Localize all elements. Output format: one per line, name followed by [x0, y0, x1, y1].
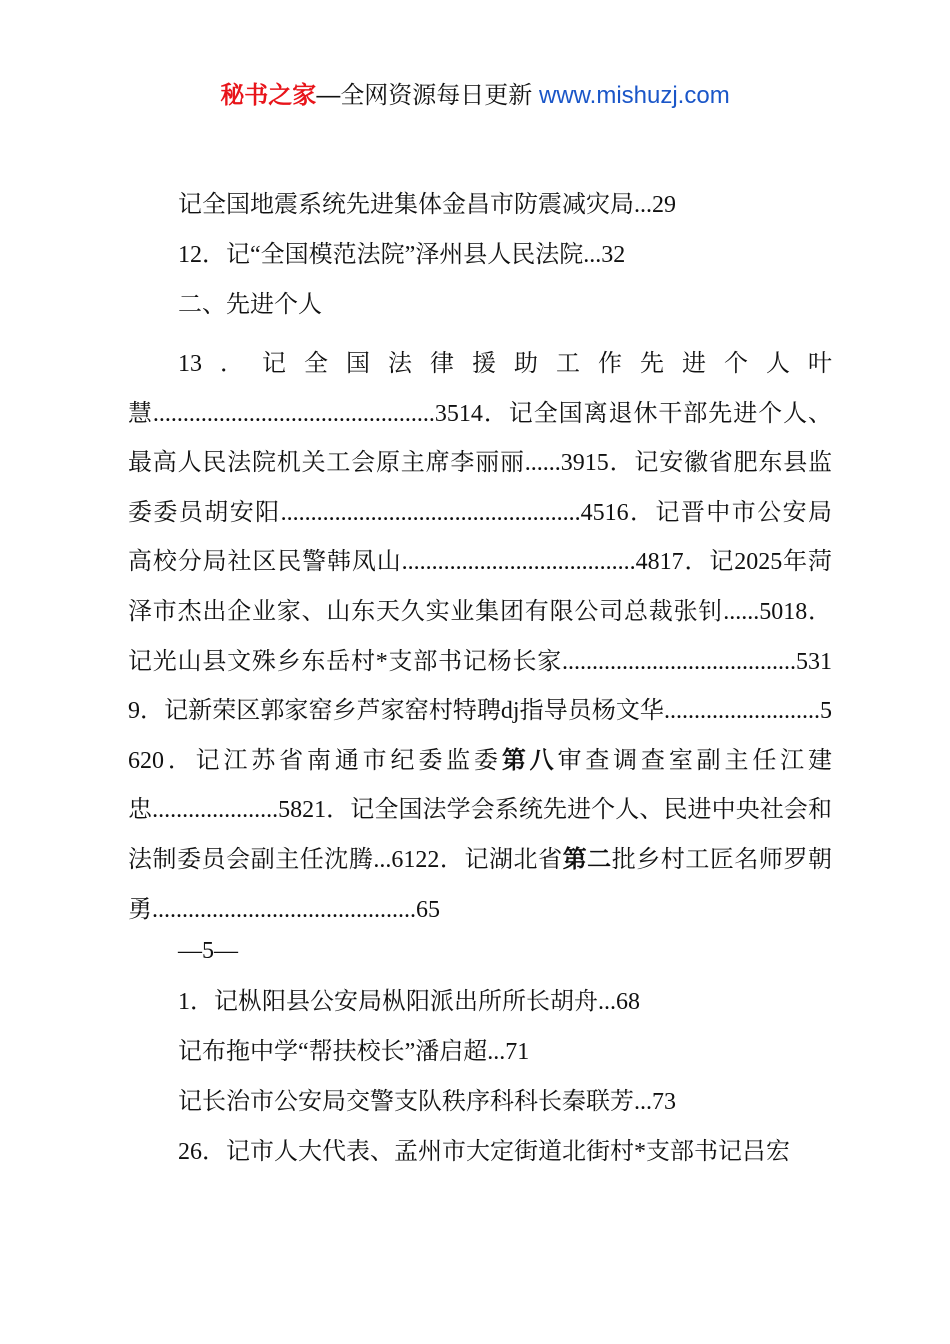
toc-entry: 记全国地震系统先进集体金昌市防震减灾局...29: [178, 192, 676, 218]
bold-text: 第八: [501, 747, 558, 774]
toc-paragraph-text: 审查调查室副主任江建忠.....................5821．记全国法学会系统先进个人、民进中央社会和法制委员会副主任沈腾...6122．记湖北省: [128, 747, 833, 873]
toc-paragraph: [128, 340, 832, 935]
brand-name: 秘书之家: [220, 82, 317, 109]
site-url[interactable]: www.mishuzj.com: [538, 82, 730, 109]
section-heading: 二、先进个人: [178, 292, 322, 318]
page-number: —5—: [178, 938, 238, 964]
bold-text: 第二: [562, 846, 612, 873]
toc-entry: 记长治市公安局交警支队秩序科科长秦联芳...73: [178, 1089, 676, 1115]
toc-entry: 记布拖中学“帮扶校长”潘启超...71: [178, 1039, 530, 1065]
header-slogan: —全网资源每日更新: [316, 82, 533, 109]
toc-entry: 1．记枞阳县公安局枞阳派出所所长胡舟...68: [178, 989, 640, 1015]
toc-paragraph-text: 批乡村工匠名师罗朝勇............................................65: [128, 846, 833, 923]
page-header: [0, 78, 950, 114]
toc-entry: 12．记“全国模范法院”泽州县人民法院...32: [178, 242, 626, 268]
toc-entry: 26．记市人大代表、孟州市大定街道北街村*支部书记吕宏: [178, 1139, 790, 1165]
toc-paragraph-text: 13．记全国法律援助工作先进个人叶慧...............................................3514．记全国离退休干部先进个人、最高人民法院机关工会原主席李丽丽......3915．记安徽省肥东县监委委员胡安阳..................................................4516．记晋中市公安局高校分局社区民警韩凤山.......................................4817．记2025年菏泽市杰出企业家、山东天久实业集团有限公司总裁张钊......5018．记光山县文殊乡东岳村*支部书记杨长家.......................................5319．记新荣区郭家窑乡芦家窑村特聘dj指导员杨文华..........................5620．记江苏省南通市纪委监委: [128, 351, 832, 774]
